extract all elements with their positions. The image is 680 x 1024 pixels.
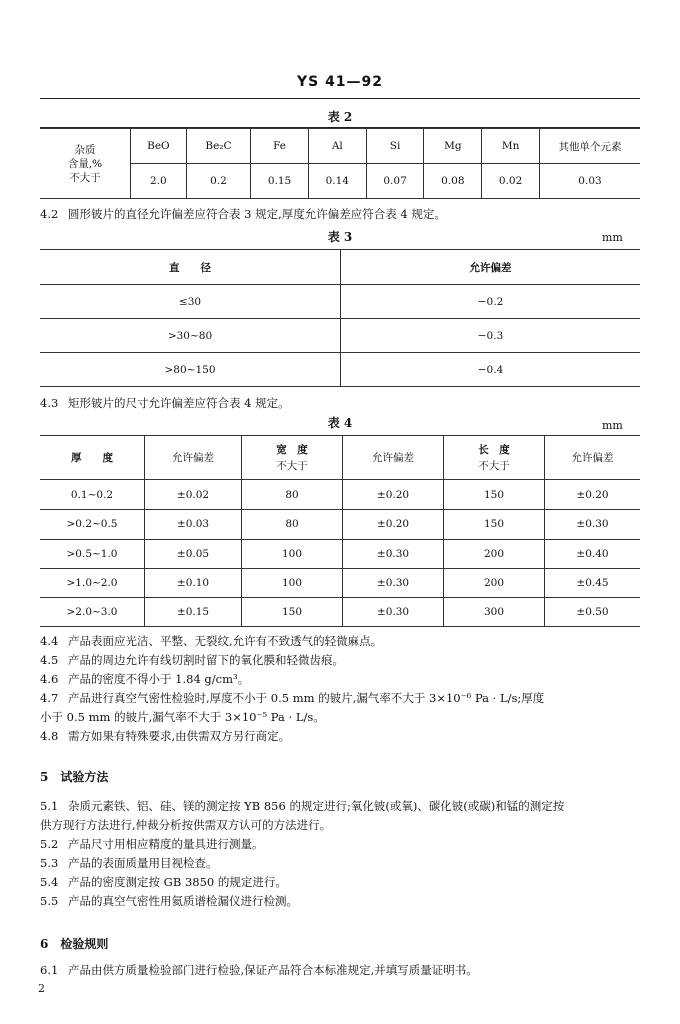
table4-length-label: 长 度: [478, 443, 510, 456]
table3-unit: mm: [602, 231, 623, 244]
clause-line: [40, 873, 640, 892]
table4-cell: ±0.30: [343, 597, 444, 626]
clause-number: 5.1: [40, 799, 59, 813]
table4-cell: 300: [444, 597, 545, 626]
clauses-4: [40, 632, 640, 746]
standard-number: YS 41—92: [296, 74, 384, 90]
table3-cell: ≤30: [40, 285, 341, 319]
section-6-heading: 6 检验规则: [40, 937, 109, 951]
table2-row-label: [40, 129, 131, 199]
clause-text: 产品的表面质量用目视检查。: [68, 856, 218, 870]
table2: [40, 128, 640, 199]
table4-cell: 0.1~0.2: [40, 480, 145, 510]
clause-text: 矩形铍片的尺寸允许偏差应符合表 4 规定。: [68, 396, 290, 410]
clauses-5: [40, 797, 640, 911]
table2-value-cell: 0.02: [482, 164, 540, 199]
table3-header-tolerance: 允许偏差: [341, 250, 641, 285]
table3-cell: >30~80: [40, 319, 341, 353]
table4-cell: 200: [444, 568, 545, 597]
table4-cell: 100: [242, 539, 343, 568]
clause-line: [40, 670, 640, 689]
clause-line: [40, 892, 640, 911]
table3-cell: −0.4: [341, 353, 641, 387]
clause-line: [40, 854, 640, 873]
clause-text: 产品表面应光洁、平整、无裂纹,允许有不致透气的轻微麻点。: [68, 634, 383, 648]
section-5-heading: 5 试验方法: [40, 770, 109, 784]
clause-text: 产品进行真空气密性检验时,厚度不小于 0.5 mm 的铍片,漏气率不大于 3×10⁻⁶ Pa · L/s;厚度: [68, 691, 545, 705]
table2-value-cell: 2.0: [131, 164, 187, 199]
header-rule: [40, 98, 640, 99]
table4-width-label: 宽 度: [276, 443, 308, 456]
table4-header-width: [242, 436, 343, 480]
table3-cell: >80~150: [40, 353, 341, 387]
table2-header-cell: Mn: [482, 129, 540, 164]
table2-value-cell: 0.03: [540, 164, 641, 199]
table4-cell: 200: [444, 539, 545, 568]
table4-header-tolerance: 允许偏差: [343, 436, 444, 480]
clause-text: 产品的真空气密性用氦质谱检漏仪进行检测。: [68, 894, 298, 908]
clause-line: [40, 708, 640, 727]
clause-number: 5.2: [40, 837, 59, 851]
clause-number: 4.2: [40, 207, 59, 221]
table2-label-max: 不大于: [69, 171, 101, 184]
table4-cell: ±0.45: [545, 568, 641, 597]
clause-number: 4.8: [40, 729, 59, 743]
clause-number: 4.6: [40, 672, 59, 686]
table2-value-cell: 0.07: [366, 164, 424, 199]
table4-cell: ±0.02: [145, 480, 242, 510]
clause-6-1: [40, 961, 640, 980]
clause-line: [40, 835, 640, 854]
table3: [40, 249, 640, 387]
page-number: 2: [38, 982, 45, 995]
clause-line: [40, 651, 640, 670]
clause-text: 产品的周边允许有线切割时留下的氧化膜和轻微齿痕。: [68, 653, 344, 667]
clause-text: 产品尺寸用相应精度的量具进行测量。: [68, 837, 264, 851]
table2-header-cell: Si: [366, 129, 424, 164]
table2-header-cell: 其他单个元素: [540, 129, 641, 164]
clause-line: [40, 797, 640, 816]
table2-caption: 表 2: [327, 110, 353, 124]
table4-cell: 80: [242, 510, 343, 539]
table4-cell: ±0.15: [145, 597, 242, 626]
table2-header-cell: Fe: [251, 129, 309, 164]
clause-number: 4.4: [40, 634, 59, 648]
table4-header-thickness: 厚 度: [40, 436, 145, 480]
table4-cell: >1.0~2.0: [40, 568, 145, 597]
table2-label-content: 含量,%: [67, 157, 103, 170]
table4-header-tolerance: 允许偏差: [545, 436, 641, 480]
table4-cell: ±0.30: [343, 568, 444, 597]
clause-text: 产品的密度不得小于 1.84 g/cm³。: [68, 672, 250, 686]
clause-number: 5.4: [40, 875, 59, 889]
table4-cell: ±0.05: [145, 539, 242, 568]
table4-cell: ±0.20: [545, 480, 641, 510]
table4-cell: 150: [242, 597, 343, 626]
table2-value-cell: 0.08: [424, 164, 482, 199]
table2-header-cell: Be₂C: [186, 129, 250, 164]
clause-number: 6.1: [40, 963, 59, 977]
table4-cell: >0.2~0.5: [40, 510, 145, 539]
table2-label-impurity: 杂质: [74, 143, 96, 156]
table4-unit: mm: [602, 419, 623, 432]
table2-value-cell: 0.15: [251, 164, 309, 199]
table3-cell: −0.2: [341, 285, 641, 319]
clause-text: 杂质元素铁、铝、硅、镁的测定按 YB 856 的规定进行;氧化铍(或氧)、碳化铍(或碳)和锰的测定按: [68, 799, 565, 813]
clause-text: 产品的密度测定按 GB 3850 的规定进行。: [68, 875, 287, 889]
table4-cell: 150: [444, 510, 545, 539]
clause-text: 圆形铍片的直径允许偏差应符合表 3 规定,厚度允许偏差应符合表 4 规定。: [68, 207, 446, 221]
table4-cell: ±0.30: [343, 539, 444, 568]
clause-number: 5.5: [40, 894, 59, 908]
table4-cell: ±0.50: [545, 597, 641, 626]
table4-width-max: 不大于: [276, 459, 308, 472]
table4-cell: ±0.10: [145, 568, 242, 597]
table4-cell: 80: [242, 480, 343, 510]
clause-line: [40, 816, 640, 835]
table4-length-max: 不大于: [478, 459, 510, 472]
clause-line: [40, 727, 640, 746]
table2-header-cell: Mg: [424, 129, 482, 164]
table2-value-cell: 0.2: [186, 164, 250, 199]
table4-header-tolerance: 允许偏差: [145, 436, 242, 480]
table4-cell: ±0.03: [145, 510, 242, 539]
table3-caption: 表 3: [327, 230, 353, 244]
table2-header-cell: BeO: [131, 129, 187, 164]
clause-number: 4.7: [40, 691, 59, 705]
table2-value-cell: 0.14: [308, 164, 366, 199]
clause-number: 5.3: [40, 856, 59, 870]
clause-text: 供方现行方法进行,仲裁分析按供需双方认可的方法进行。: [40, 818, 332, 832]
clause-text: 产品由供方质量检验部门进行检验,保证产品符合本标准规定,并填写质量证明书。: [68, 963, 478, 977]
clause-text: 小于 0.5 mm 的铍片,漏气率不大于 3×10⁻⁵ Pa · L/s。: [40, 710, 325, 724]
clause-text: 需方如果有特殊要求,由供需双方另行商定。: [68, 729, 291, 743]
table4: [40, 435, 640, 627]
table4-cell: ±0.40: [545, 539, 641, 568]
clause-line: [40, 632, 640, 651]
table3-header-diameter: 直 径: [40, 250, 341, 285]
clause-4-3: [40, 394, 640, 413]
table4-cell: 100: [242, 568, 343, 597]
table4-cell: >2.0~3.0: [40, 597, 145, 626]
clause-4-2: [40, 205, 640, 224]
table3-cell: −0.3: [341, 319, 641, 353]
table4-cell: 150: [444, 480, 545, 510]
table2-header-cell: Al: [308, 129, 366, 164]
table4-cell: ±0.20: [343, 510, 444, 539]
clause-line: [40, 689, 640, 708]
table4-cell: ±0.30: [545, 510, 641, 539]
table4-cell: ±0.20: [343, 480, 444, 510]
clause-number: 4.5: [40, 653, 59, 667]
clause-number: 4.3: [40, 396, 59, 410]
table4-header-length: [444, 436, 545, 480]
table4-caption: 表 4: [327, 416, 353, 430]
table4-cell: >0.5~1.0: [40, 539, 145, 568]
